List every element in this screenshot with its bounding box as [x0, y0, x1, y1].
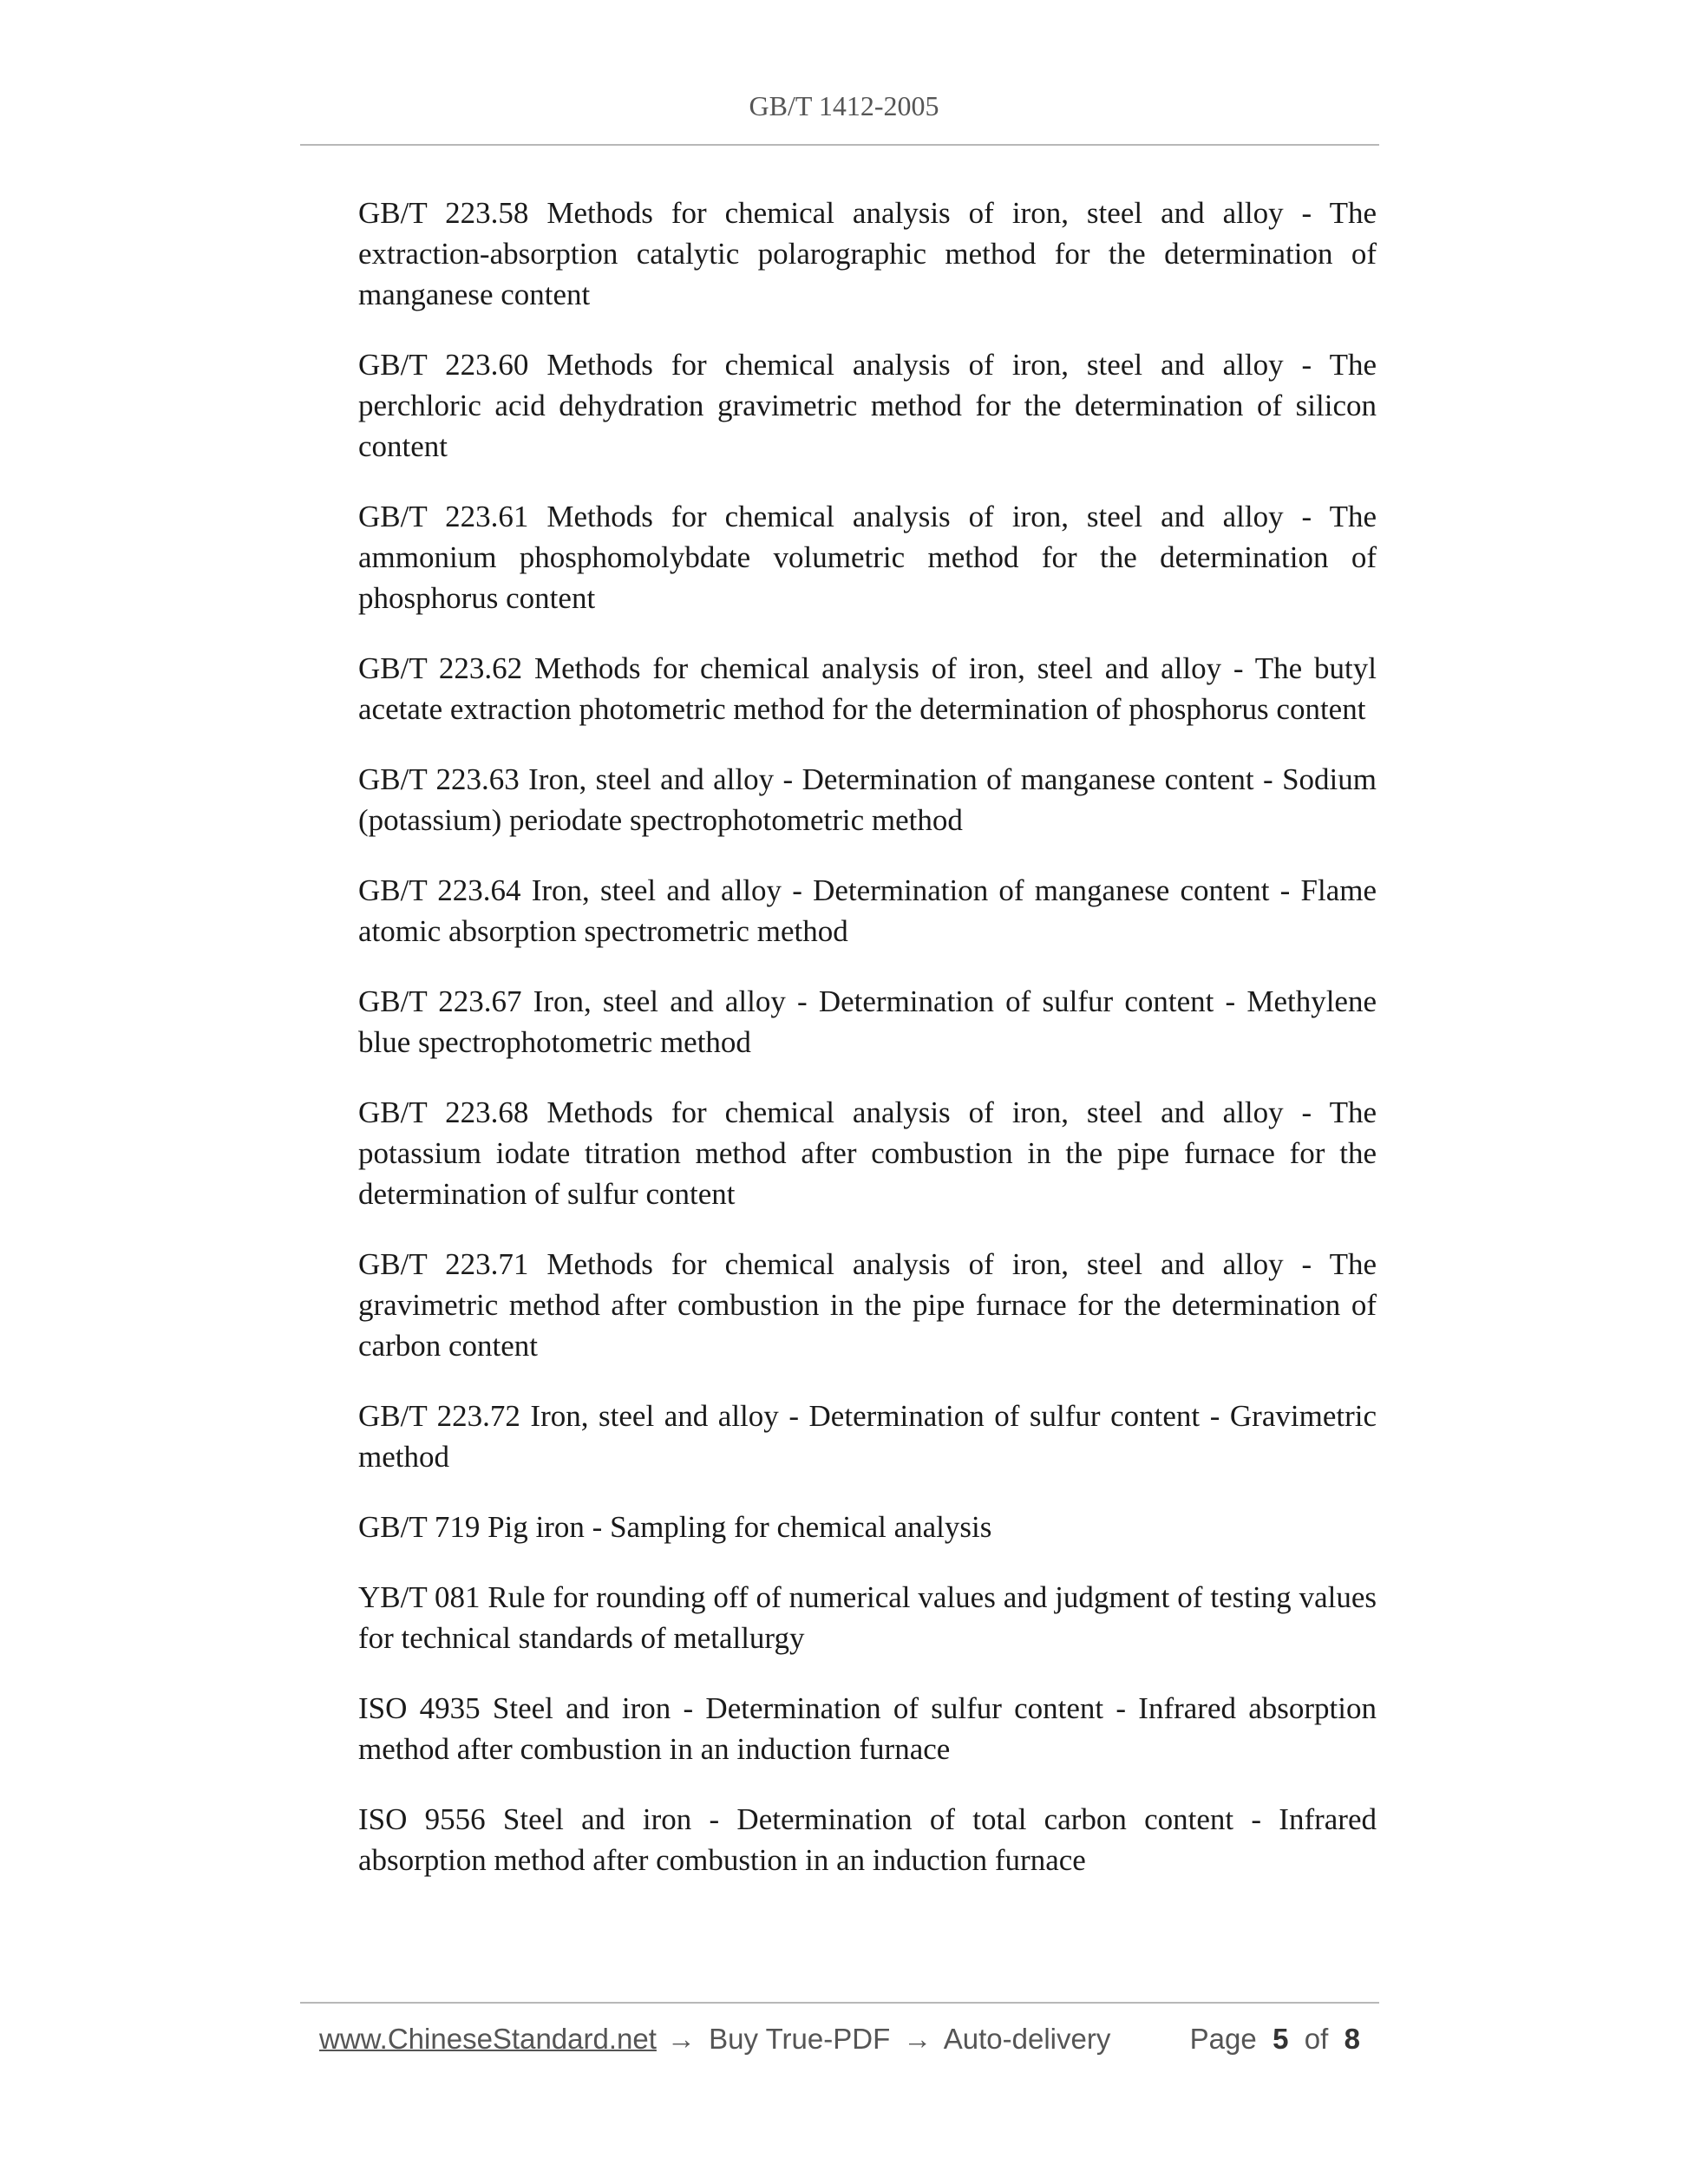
- page-indicator: [1190, 2023, 1360, 2056]
- total-pages-number: 8: [1344, 2023, 1360, 2055]
- header-divider: [300, 144, 1379, 146]
- arrow-right-icon: →: [903, 2023, 932, 2055]
- reference-item: YB/T 081 Rule for rounding off of numerical values and judgment of testing values for technical standards of metallurgy: [358, 1580, 1377, 1655]
- reference-item: ISO 9556 Steel and iron - Determination of total carbon content - Infrared absorption method after combustion in an induction furnace: [358, 1802, 1377, 1877]
- reference-item: GB/T 223.72 Iron, steel and alloy - Determination of sulfur content - Gravimetric method: [358, 1399, 1377, 1474]
- reference-item: GB/T 223.58 Methods for chemical analysis of iron, steel and alloy - The extraction-absorption catalytic polarographic method for the determination of manganese content: [358, 196, 1377, 311]
- arrow-right-icon: →: [667, 2023, 696, 2055]
- reference-item: GB/T 223.68 Methods for chemical analysis of iron, steel and alloy - The potassium iodate titration method after combustion in the pipe furnace for the determination of sulfur content: [358, 1095, 1377, 1211]
- reference-item: GB/T 223.60 Methods for chemical analysis of iron, steel and alloy - The perchloric acid dehydration gravimetric method for the determination of silicon content: [358, 348, 1377, 463]
- page-word: Page: [1189, 2023, 1257, 2055]
- footer-divider: [300, 2002, 1379, 2004]
- reference-item: GB/T 223.63 Iron, steel and alloy - Determination of manganese content - Sodium (potassium) periodate spectrophotometric method: [358, 762, 1377, 837]
- purchase-promo: [662, 2023, 1110, 2056]
- current-page-number: 5: [1273, 2023, 1289, 2055]
- reference-item: GB/T 223.64 Iron, steel and alloy - Determination of manganese content - Flame atomic absorption spectrometric method: [358, 873, 1377, 948]
- buy-true-pdf-label: Buy True-PDF: [709, 2023, 891, 2055]
- auto-delivery-label: Auto-delivery: [943, 2023, 1111, 2055]
- reference-item: GB/T 223.71 Methods for chemical analysis of iron, steel and alloy - The gravimetric method after combustion in the pipe furnace for the determination of carbon content: [358, 1247, 1377, 1363]
- reference-item: GB/T 719 Pig iron - Sampling for chemical analysis: [358, 1510, 992, 1544]
- reference-item: GB/T 223.61 Methods for chemical analysis of iron, steel and alloy - The ammonium phosphomolybdate volumetric method for the determination of phosphorus content: [358, 500, 1377, 615]
- page-footer: [319, 2023, 1360, 2066]
- reference-item: ISO 4935 Steel and iron - Determination of sulfur content - Infrared absorption method after combustion in an induction furnace: [358, 1691, 1377, 1766]
- reference-item: GB/T 223.62 Methods for chemical analysis of iron, steel and alloy - The butyl acetate extraction photometric method for the determination of phosphorus content: [358, 651, 1377, 726]
- reference-item: GB/T 223.67 Iron, steel and alloy - Determination of sulfur content - Methylene blue spectrophotometric method: [358, 984, 1377, 1059]
- normative-references-list: [358, 193, 1377, 1910]
- site-link[interactable]: www.ChineseStandard.net: [319, 2023, 657, 2055]
- of-word: of: [1304, 2023, 1329, 2055]
- document-code-header: GB/T 1412-2005: [749, 90, 939, 121]
